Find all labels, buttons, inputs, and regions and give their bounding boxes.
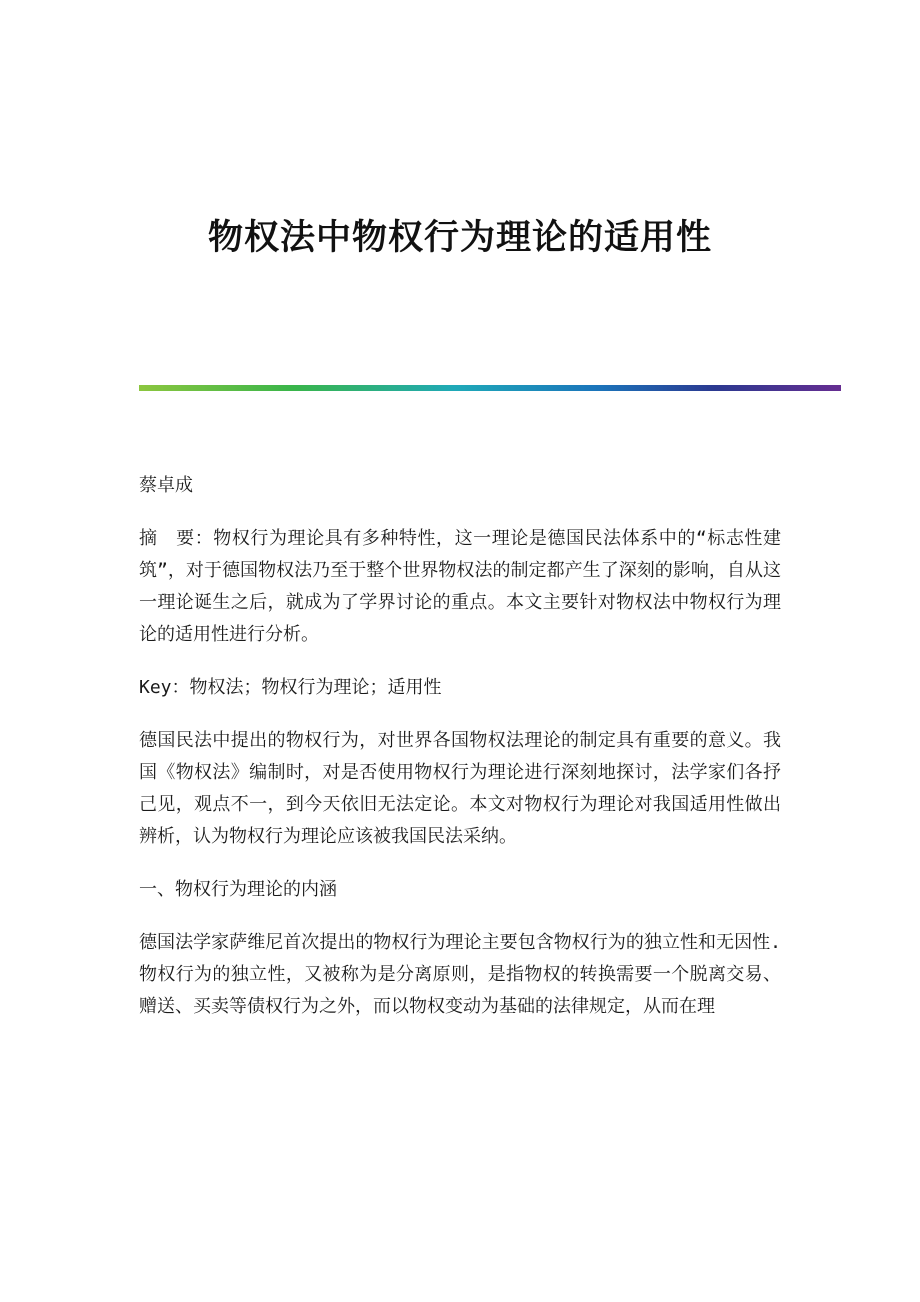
gradient-divider (139, 385, 841, 391)
abstract-paragraph: 摘 要：物权行为理论具有多种特性，这一理论是德国民法体系中的“标志性建筑”，对于德国物权法乃至于整个世界物权法的制定都产生了深刻的影响，自从这一理论诞生之后，就成为了学界讨论的重点。本文主要针对物权法中物权行为理论的适用性进行分析。 (139, 528, 781, 645)
section-paragraph: 德国法学家萨维尼首次提出的物权行为理论主要包含物权行为的独立性和无因性.物权行为的独立性，又被称为是分离原则，是指物权的转换需要一个脱离交易、赠送、买卖等债权行为之外，而以物权变动为基础的法律规定，从而在理 (139, 932, 781, 1017)
document-title: 物权法中物权行为理论的适用性 (207, 217, 712, 258)
intro-paragraph: 德国民法中提出的物权行为，对世界各国物权法理论的制定具有重要的意义。我国《物权法》编制时，对是否使用物权行为理论进行深刻地探讨，法学家们各抒己见，观点不一，到今天依旧无法定论。本文对物权行为理论对我国适用性做出辨析，认为物权行为理论应该被我国民法采纳。 (139, 730, 781, 847)
section-heading: 一、物权行为理论的内涵 (139, 879, 337, 900)
document-body (139, 470, 781, 1044)
author-name: 蔡卓成 (139, 475, 193, 496)
keywords-line: Key：物权法；物权行为理论；适用性 (139, 677, 442, 698)
